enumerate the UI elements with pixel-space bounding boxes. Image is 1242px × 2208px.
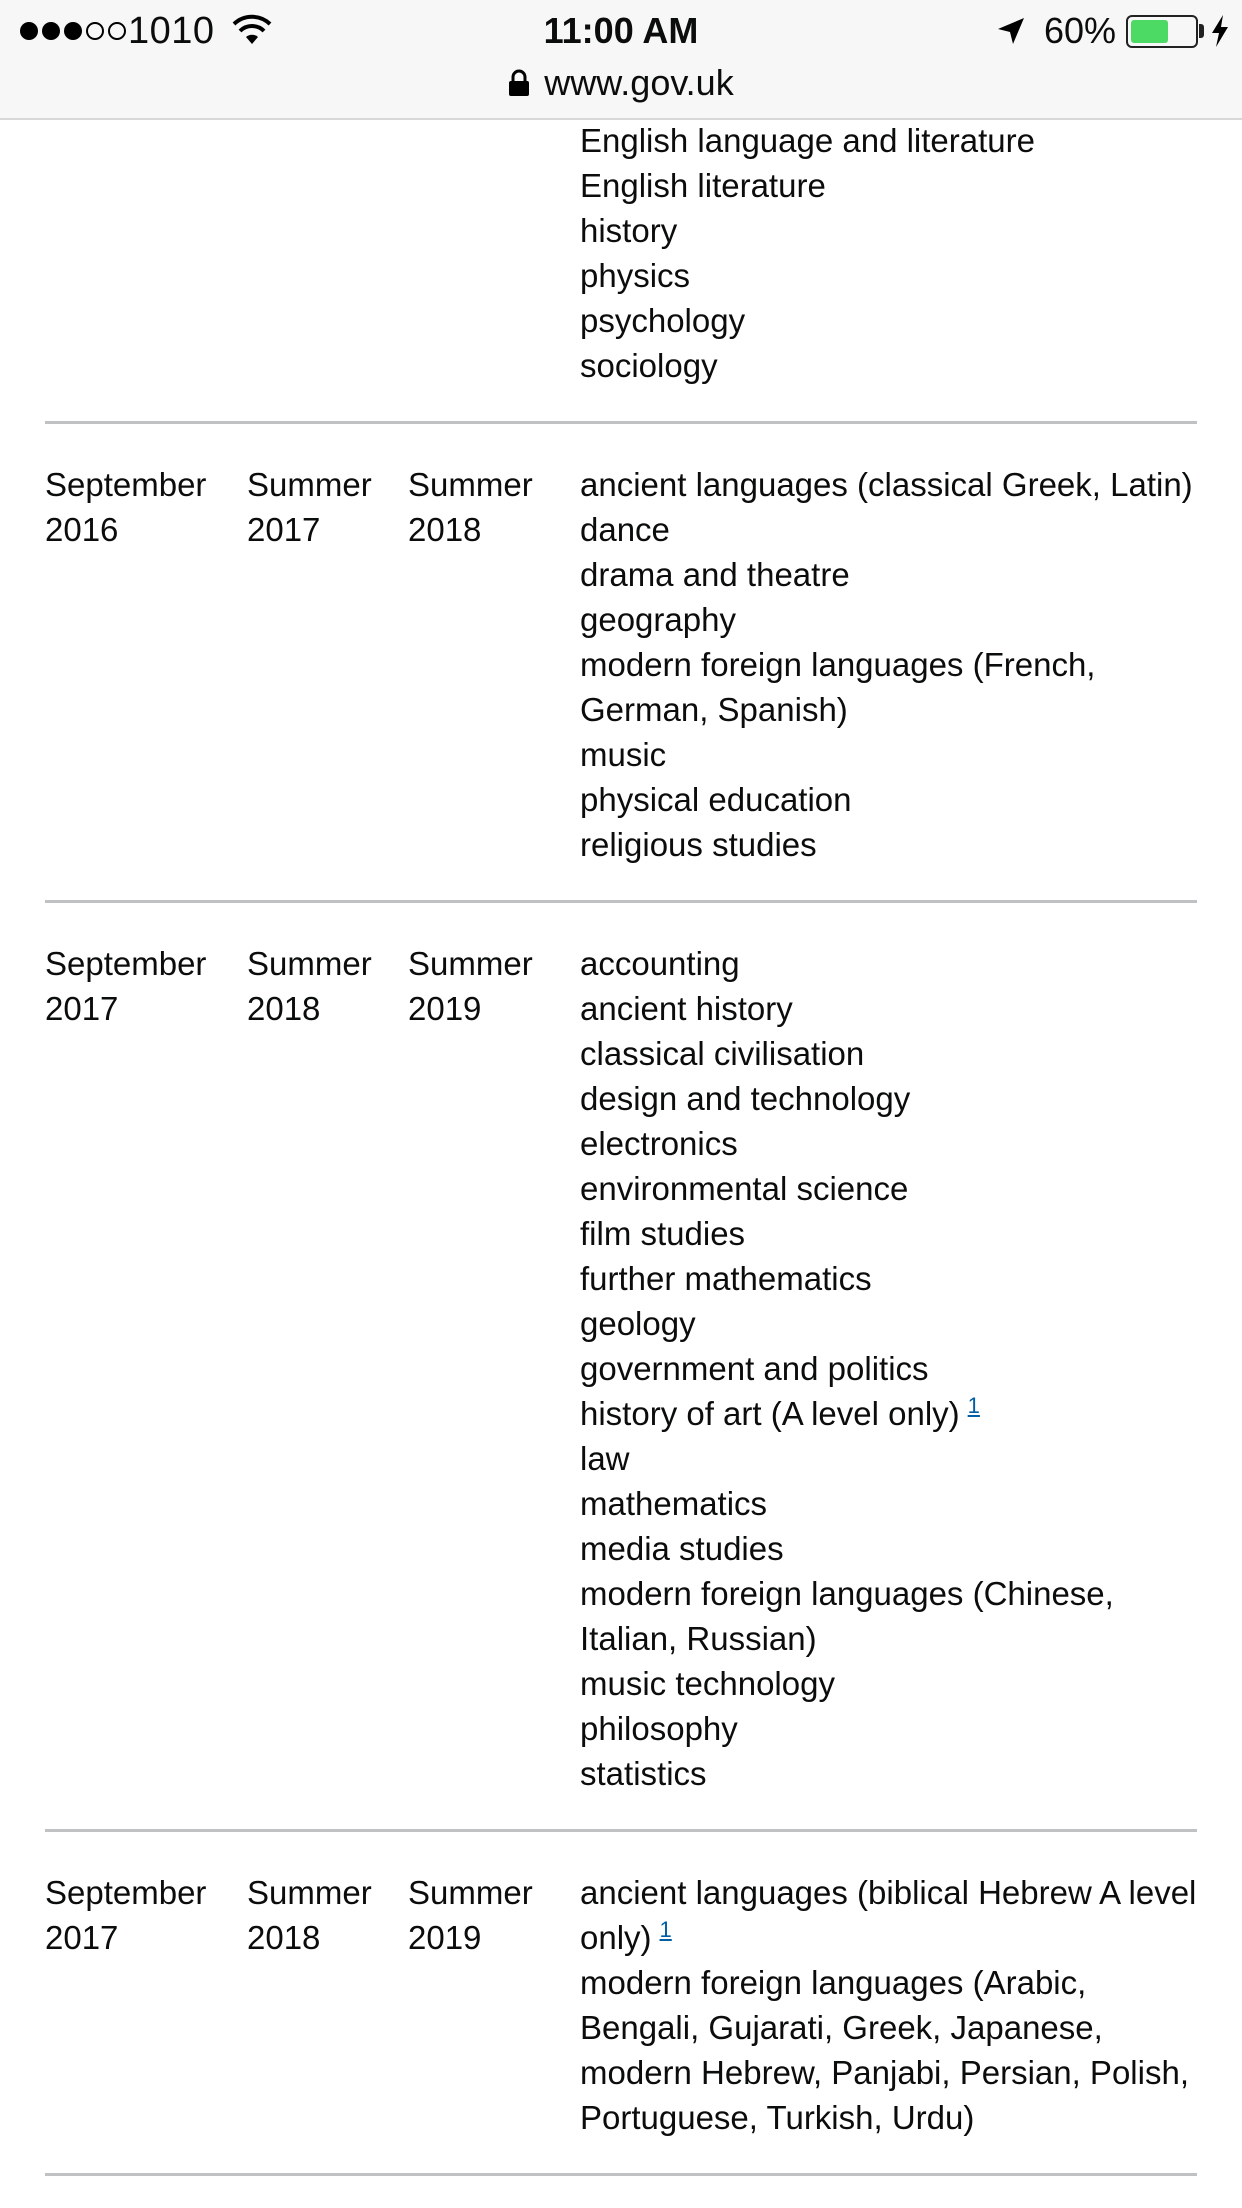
subject-item — [580, 552, 1197, 597]
first-as-exam-cell: Summer 2018 — [247, 1874, 372, 1956]
subject-text: environmental science — [580, 1170, 909, 1207]
first-a-level-exam-cell: Summer 2019 — [408, 1874, 533, 1956]
subject-item — [580, 1211, 1197, 1256]
subject-item — [580, 1571, 1197, 1661]
subject-item — [580, 1960, 1197, 2140]
lock-icon — [508, 69, 530, 97]
subject-item — [580, 1661, 1197, 1706]
first-teaching-cell: September 2016 — [45, 466, 207, 548]
subject-item — [580, 986, 1197, 1031]
table-row — [45, 424, 1197, 903]
subject-item — [580, 732, 1197, 777]
table-row — [45, 1832, 1197, 2176]
subject-item — [580, 1256, 1197, 1301]
subject-text: accounting — [580, 945, 740, 982]
battery-icon — [1126, 15, 1198, 48]
subject-item — [580, 1076, 1197, 1121]
status-bar — [0, 0, 1242, 62]
url-text: www.gov.uk — [544, 62, 734, 103]
subject-text: design and technology — [580, 1080, 911, 1117]
first-as-exam-cell: Summer 2017 — [247, 466, 372, 548]
subject-item — [580, 343, 1197, 388]
carrier-name: 1010 — [128, 10, 215, 52]
subject-text: history — [580, 212, 678, 249]
subject-list — [580, 118, 1197, 421]
battery-percent: 60% — [1044, 10, 1117, 51]
subject-item — [580, 1391, 1197, 1436]
subject-item — [580, 1166, 1197, 1211]
charging-bolt-icon — [1210, 14, 1230, 48]
subject-item — [580, 1346, 1197, 1391]
subject-text: psychology — [580, 302, 746, 339]
first-a-level-exam-cell: Summer 2018 — [408, 466, 533, 548]
subject-list — [580, 462, 1197, 900]
subject-text: ancient languages (biblical Hebrew A level only) — [580, 1874, 1197, 1956]
subject-text: statistics — [580, 1755, 707, 1792]
subject-text: drama and theatre — [580, 556, 850, 593]
subject-item — [580, 1526, 1197, 1571]
subject-text: physical education — [580, 781, 852, 818]
subject-item — [580, 118, 1197, 163]
subject-item — [580, 298, 1197, 343]
subject-text: English literature — [580, 167, 826, 204]
first-teaching-cell: September 2017 — [45, 945, 207, 1027]
subject-text: classical civilisation — [580, 1035, 865, 1072]
subject-item — [580, 642, 1197, 732]
subject-item — [580, 208, 1197, 253]
subject-text: physics — [580, 257, 691, 294]
first-teaching-cell: September 2017 — [45, 1874, 207, 1956]
subject-text: modern foreign languages (Arabic, Bengali, Gujarati, Greek, Japanese, modern Hebrew, Panjabi, Persian, Polish, Portuguese, Turkish, Urdu) — [580, 1964, 1189, 2136]
subject-item — [580, 253, 1197, 298]
subject-text: law — [580, 1440, 630, 1477]
subject-list — [580, 1870, 1197, 2173]
table-row — [45, 903, 1197, 1832]
subject-text: history of art (A level only) — [580, 1395, 960, 1432]
subject-text: media studies — [580, 1530, 784, 1567]
subject-item — [580, 1301, 1197, 1346]
footnote-link[interactable]: 1 — [967, 1393, 980, 1418]
subject-text: philosophy — [580, 1710, 738, 1747]
subject-item — [580, 1436, 1197, 1481]
subjects-table — [45, 118, 1197, 2176]
subject-item — [580, 777, 1197, 822]
subject-text: religious studies — [580, 826, 817, 863]
location-arrow-icon — [996, 16, 1026, 46]
subject-text: sociology — [580, 347, 718, 384]
subject-text: further mathematics — [580, 1260, 872, 1297]
subject-text: dance — [580, 511, 670, 548]
footnote-link[interactable]: 1 — [659, 1917, 672, 1942]
first-a-level-exam-cell: Summer 2019 — [408, 945, 533, 1027]
subject-text: film studies — [580, 1215, 746, 1252]
battery-tip — [1199, 24, 1204, 38]
subject-item — [580, 1706, 1197, 1751]
address-bar[interactable] — [0, 60, 1242, 106]
table-row — [45, 118, 1197, 424]
subject-text: government and politics — [580, 1350, 929, 1387]
first-as-exam-cell: Summer 2018 — [247, 945, 372, 1027]
subject-text: modern foreign languages (Chinese, Italian, Russian) — [580, 1575, 1114, 1657]
subject-text: geography — [580, 601, 736, 638]
subject-item — [580, 163, 1197, 208]
subject-text: electronics — [580, 1125, 738, 1162]
clock: 11:00 AM — [543, 10, 699, 51]
subject-item — [580, 1481, 1197, 1526]
subject-item — [580, 1121, 1197, 1166]
browser-chrome — [0, 0, 1242, 120]
subject-text: modern foreign languages (French, German, Spanish) — [580, 646, 1096, 728]
subject-text: ancient languages (classical Greek, Latin) — [580, 466, 1193, 503]
subject-text: music technology — [580, 1665, 835, 1702]
subject-item — [580, 507, 1197, 552]
subject-item — [580, 822, 1197, 867]
subject-text: mathematics — [580, 1485, 768, 1522]
subject-text: ancient history — [580, 990, 793, 1027]
subject-item — [580, 1870, 1197, 1960]
subject-text: geology — [580, 1305, 696, 1342]
subject-list — [580, 941, 1197, 1829]
page-content — [0, 118, 1242, 2208]
subject-item — [580, 597, 1197, 642]
subject-item — [580, 1751, 1197, 1796]
subject-text: music — [580, 736, 667, 773]
subject-text: English language and literature — [580, 122, 1035, 159]
subject-item — [580, 941, 1197, 986]
subject-item — [580, 462, 1197, 507]
subject-item — [580, 1031, 1197, 1076]
